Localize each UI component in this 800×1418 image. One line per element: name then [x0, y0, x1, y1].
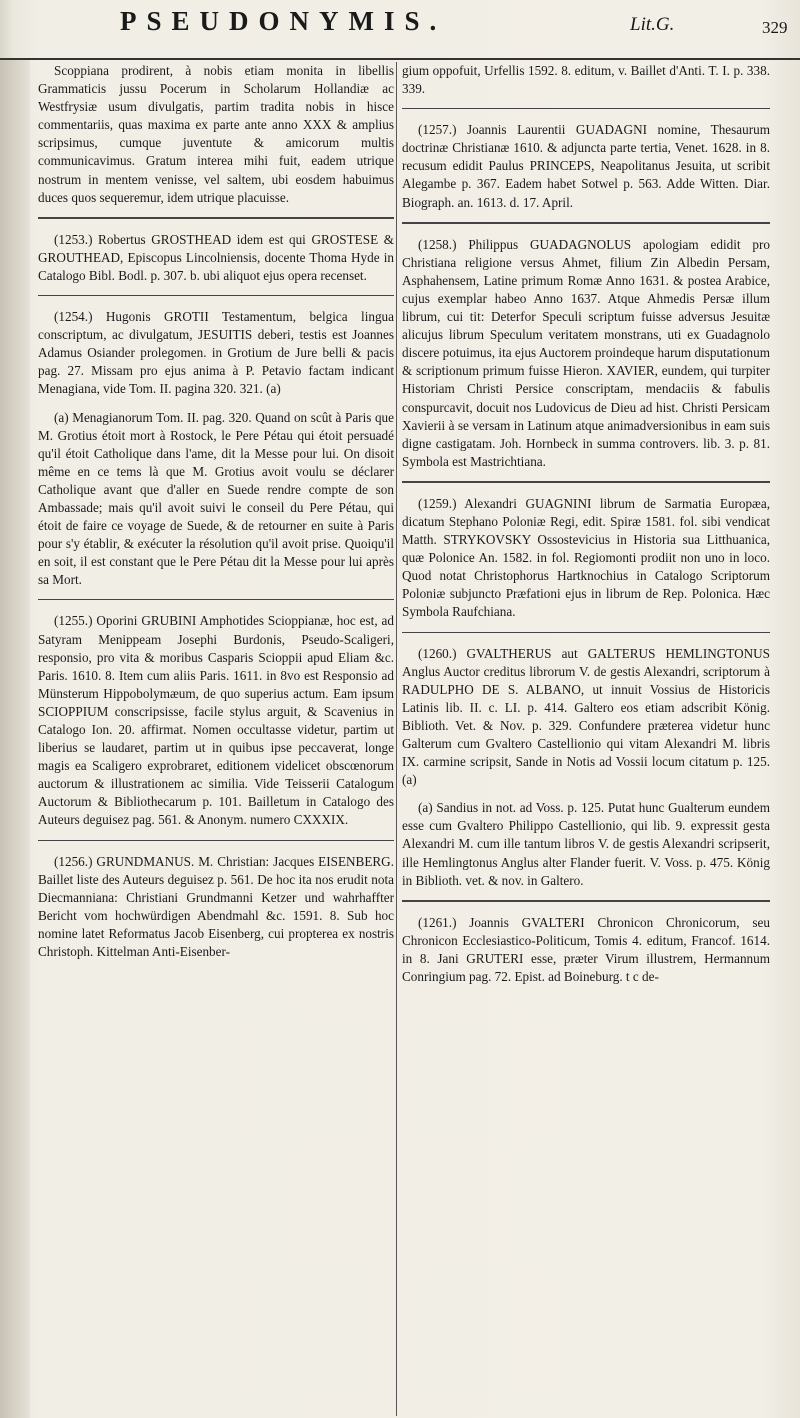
entry-intro — [38, 62, 394, 207]
entry-separator — [38, 295, 394, 296]
entry-text: (1261.) Joannis GVALTERI Chronicon Chronicorum, seu Chronicon Ecclesiastico-Politicum, Tomis 4. editum, Francof. 1614. in 8. Jani GRUTERI esse, præter Virum illustrem, Hermannum Conringium pag. 72. Epist. ad Boineburg. t c de- — [402, 914, 770, 985]
entry-separator — [402, 632, 770, 633]
entry-text: (1255.) Oporini GRUBINI Amphotides Scioppianæ, hoc est, ad Satyram Menippeam Josephi Burdonis, Pseudo-Scaligeri, responsio, pro vita & moribus Casparis Scioppii apud Eliam &c. Paris. 1610. 8. Item cum aliis Paris. 1611. in 8vo est Responsio ad Münsterum Hippobolymæum, de quo superius actum. Eam ipsum SCIOPPIUM conscripsisse, facile stylus arguit, & Scavenius in Catalogo Ion. 20. affirmat. Nomen occultasse videtur, partim ut liberius se laudaret, partim ut in quibus ipse peccaverat, longe magis ea Scaligero exprobraret, editionem videlicet obscœnorum auctorum & illustrationem ac similia. Vide Teisserii Catalogum Auctorum & Bibliothecarum p. 101. Bailletum in Catalogo des Auteurs deguisez pag. 561. & Anonym. numero CXXXIX. — [38, 613, 394, 828]
entry-separator — [402, 108, 770, 109]
entry-separator — [38, 599, 394, 600]
page-header — [0, 6, 800, 56]
column-divider — [396, 62, 397, 1416]
left-column — [38, 62, 394, 971]
entry-text: Scoppiana prodirent, à nobis etiam monita in libellis Grammaticis jussu Pocerum in Scholarum Hollandiæ ac Westfrysiæ usum divulgatis, partim tradita nobis in hisce commentariis, quas maxima ex parte ante anno XXX & amplius scripsimus, cumque juventute & amicorum multis communicavimus. Gratum interea mihi fuit, eadem utrique nostrum in mentem venisse, vel saltem, ubi eosdem habuimus duces quos sequeremur, idem utrique placuisse. — [38, 63, 394, 205]
entry-1254 — [38, 308, 394, 398]
entry-separator — [402, 222, 770, 224]
entry-1260-note — [402, 799, 770, 889]
entry-text: (1254.) Hugonis GROTII Testamentum, belgica lingua conscriptum, ac divulgatum, JESUITIS deberi, testis est Joannes Adamus Osiander prolegomen. in Grotium de Jure belli & pacis pag. 27. Missam pro ejus anima à P. Petavio factam indicant Menagiana, vide Tom. II. pagina 320. 321. (a) — [38, 309, 394, 397]
entry-1254-note — [38, 409, 394, 590]
entry-separator — [402, 481, 770, 483]
entry-1257 — [402, 121, 770, 211]
page-gutter-shadow — [0, 60, 30, 1418]
entry-1258 — [402, 236, 770, 471]
entry-text: (1257.) Joannis Laurentii GUADAGNI nomine, Thesaurum doctrinæ Christianæ 1610. & adjuncta parte tertia, Venet. 1628. in 8. recusum edidit Paulus PRINCEPS, Neapolitanus Jesuita, ut scribit Alegambe p. 367. Eadem habet Sotwel p. 563. Adde Witten. Diar. Biograph. an. 1613. d. 17. April. — [402, 122, 770, 210]
entry-text: (1253.) Robertus GROSTHEAD idem est qui GROSTESE & GROUTHEAD, Episcopus Lincolniensis, docente Thoma Hyde in Catalogo Bibl. Bodl. p. 307. b. ubi aliquot ejus opera recenset. — [38, 231, 394, 283]
entry-separator — [402, 900, 770, 902]
section-mark: Lit.G. — [630, 14, 675, 35]
entry-1253 — [38, 231, 394, 285]
entry-1255 — [38, 612, 394, 829]
entry-separator — [38, 217, 394, 219]
entry-text: (1260.) GVALTHERUS aut GALTERUS HEMLINGTONUS Anglus Auctor creditus librorum V. de gestis Alexandri, scriptorum à RADULPHO DE S. ALBANO, ut innuit Vossius de Historicis Latinis lib. II. c. LI. p. 414. Galtero eos etiam adscribit König. Biblioth. Vet. & Nov. p. 329. Confundere præterea videtur hunc Galterum cum Gvaltero Castellionio qui vitam Alexandri M. libris IX. carmine scripsit, Sande in Notis ad Vossii locum citatum p. 125. (a) — [402, 645, 770, 788]
entry-1256 — [38, 853, 394, 962]
entry-continuation — [402, 62, 770, 98]
header-rule — [0, 58, 800, 60]
footnote-text: (a) Menagianorum Tom. II. pag. 320. Quand on scût à Paris que M. Grotius étoit mort à Rostock, le Pere Pétau qui étoit persuadé qu'il étoit Catholique dans l'ame, dit la Messe pour lui. On disoit même en ce tems là que M. Grotius avoit voulu se déclarer Catholique avant que d'aller en Suede rendre compte de son Ambassade; mais qu'il avoit suivi le conseil du Pere Pétau, qui étoit de faire ce voyage de Suede, & de retourner en suite à Paris pour s'y établir, & exécuter la résolution qu'il avoit prise. Quoiqu'il en soit, il est constant que le Pere Pétau dit la Messe pour lui après sa Mort. — [38, 409, 394, 588]
entry-1261 — [402, 914, 770, 986]
entry-text: gium oppofuit, Urfellis 1592. 8. editum, v. Baillet d'Anti. T. I. p. 338. 339. — [402, 63, 770, 97]
right-column — [402, 62, 770, 996]
entry-separator — [38, 840, 394, 841]
entry-1259 — [402, 495, 770, 622]
page-number: 329 — [762, 18, 788, 37]
running-title: PSEUDONYMIS. — [120, 6, 447, 36]
entry-text: (1256.) GRUNDMANUS. M. Christian: Jacques EISENBERG. Baillet liste des Auteurs deguisez p. 561. De hoc ita nos erudit nota Diecmanniana: Christiani Grundmanni Ketzer und wahrhaffter Bericht vom hochwürdigen Abendmahl &c. 1591. 8. Sub hoc nomine latet Reformatus Jacob Eisenberg, cui propterea ex nostris Christoph. Kittelman Anti-Eisenber- — [38, 853, 394, 960]
entry-1260 — [402, 645, 770, 790]
entry-text: (1259.) Alexandri GUAGNINI librum de Sarmatia Europæa, dicatum Stephano Poloniæ Regi, edit. Spiræ 1581. fol. sibi vendicat Matth. STRYKOVSKY Ossostevicius in Historia sua Litthuanica, quæ Polonice An. 1582. in fol. Regiomonti prodiit non uno in loco. Quod notat Christophorus Hartknochius in Catalogo Scriptorum Poloniæ subjuncto Præfationi ejus in librum de Rep. Polonica. Hæc Symbola Raufchiana. — [402, 495, 770, 620]
footnote-text: (a) Sandius in not. ad Voss. p. 125. Putat hunc Gualterum eundem esse cum Gvaltero Philippo Castellionio, qui lib. 9. expressit gesta Alexandri M. cum ille tantum libros V. de gestis Alexandri scripserit, ille Hemlingtonus Anglus alter Flander fuerit. V. Voss. p. 475. König in Biblioth. vet. & nov. in Galtero. — [402, 800, 770, 888]
entry-text: (1258.) Philippus GUADAGNOLUS apologiam edidit pro Christiana religione versus Ahmet, filium Zin Albedin Persam, Asphahensem, Latine primum Romæ Anno 1631. & postea Arabice, cujus exemplar habeo Anno 1637. Atque Ahmedis Persæ illum librum, cui tit: Deterfor Speculi scriptum fuisse adversus Jesuitæ alicujus librum Speculum veritatem monstrans, uti ex Guadagnolo discere potuimus, ita ejus Auctorem proindeque harum disputationum & scriptionum primum fuisse Hieron. XAVIER, eundem, qui turpiter Historiam Christi Persice conscriptam, mendaciis & fabulis conspurcavit, docuit nos Ludovicus de Dieu ad hist. Christi Persicam Xavierii à se versam in Latinum atque animadversionibus in eam suis digne castigatam. Joh. Hornbeck in summa controvers. lib. 3. p. 81. Symbola est Mastrichtiana. — [402, 236, 770, 469]
